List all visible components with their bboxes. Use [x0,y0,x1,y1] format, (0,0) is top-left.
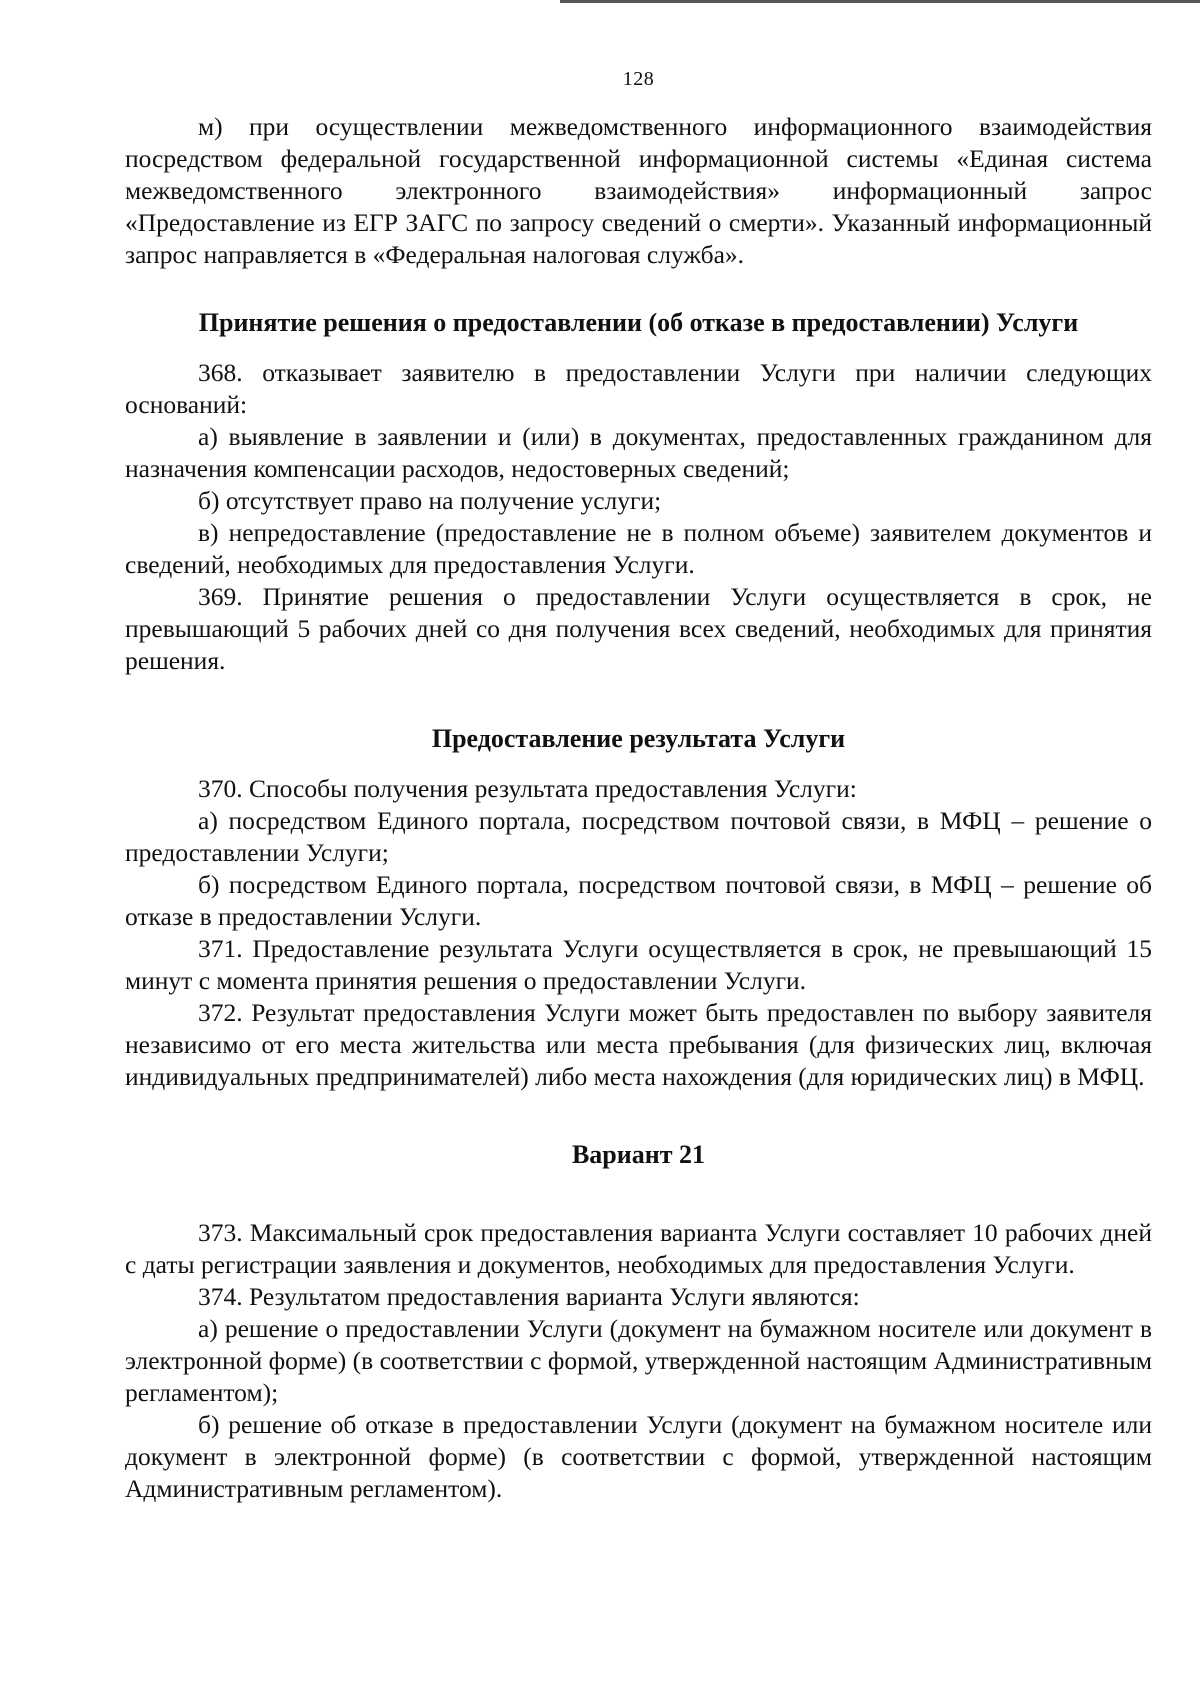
paragraph-369: 369. Принятие решения о предоставлении Услуги осуществляется в срок, не превышающий 5 рабочих дней со дня получения всех сведений, необходимых для принятия решения. [125,582,1152,675]
paragraph-368-a: а) выявление в заявлении и (или) в документах, предоставленных гражданином для назначения компенсации расходов, недостоверных сведений; [125,422,1152,483]
paragraph-372: 372. Результат предоставления Услуги может быть предоставлен по выбору заявителя независимо от его места жительства или места пребывания (для физических лиц, включая индивидуальных предпринимателей) либо места нахождения (для юридических лиц) в МФЦ. [125,998,1152,1091]
paragraph-374-b: б) решение об отказе в предоставлении Услуги (документ на бумажном носителе или документ в электронной форме) (в соответствии с формой, утвержденной настоящим Административным регламентом). [125,1410,1152,1503]
paragraph-373: 373. Максимальный срок предоставления варианта Услуги составляет 10 рабочих дней с даты регистрации заявления и документов, необходимых для предоставления Услуги. [125,1218,1152,1279]
paragraph-368: 368. отказывает заявителю в предоставлении Услуги при наличии следующих оснований: [125,358,1152,419]
spacer [125,1171,1152,1217]
paragraph-374: 374. Результатом предоставления варианта Услуги являются: [198,1282,860,1311]
paragraph-370-b: б) посредством Единого портала, посредством почтовой связи, в МФЦ – решение об отказе в предоставлении Услуги. [125,870,1152,931]
section-heading-variant: Вариант 21 [571,1140,706,1169]
section-heading-result: Предоставление результата Услуги [431,724,846,753]
paragraph-370-a: а) посредством Единого портала, посредством почтовой связи, в МФЦ – решение о предоставлении Услуги; [125,806,1152,867]
top-scan-rule [560,0,1200,3]
paragraph-368-b: б) отсутствует право на получение услуги; [198,486,662,515]
page-number: 128 [622,68,655,90]
document-page [125,68,1152,1505]
section-heading-decision: Принятие решения о предоставлении (об отказе в предоставлении) Услуги [198,308,1079,337]
spacer [125,677,1152,723]
spacer [125,755,1152,773]
spacer [125,1093,1152,1139]
spacer [125,339,1152,357]
paragraph-374-a: а) решение о предоставлении Услуги (документ на бумажном носителе или документ в электронной форме) (в соответствии с формой, утвержденной настоящим Административным регламентом); [125,1314,1152,1407]
paragraph-371: 371. Предоставление результата Услуги осуществляется в срок, не превышающий 15 минут с момента принятия решения о предоставлении Услуги. [125,934,1152,995]
paragraph-m: м) при осуществлении межведомственного информационного взаимодействия посредством федеральной государственной информационной системы «Единая система межведомственного электронного взаимодействия» информационный запрос «Предоставление из ЕГР ЗАГС по запросу сведений о смерти». Указанный информационный запрос направляется в «Федеральная налоговая служба». [125,112,1152,269]
paragraph-370: 370. Способы получения результата предоставления Услуги: [198,774,857,803]
spacer [125,271,1152,307]
paragraph-368-v: в) непредоставление (предоставление не в полном объеме) заявителем документов и сведений, необходимых для предоставления Услуги. [125,518,1152,579]
